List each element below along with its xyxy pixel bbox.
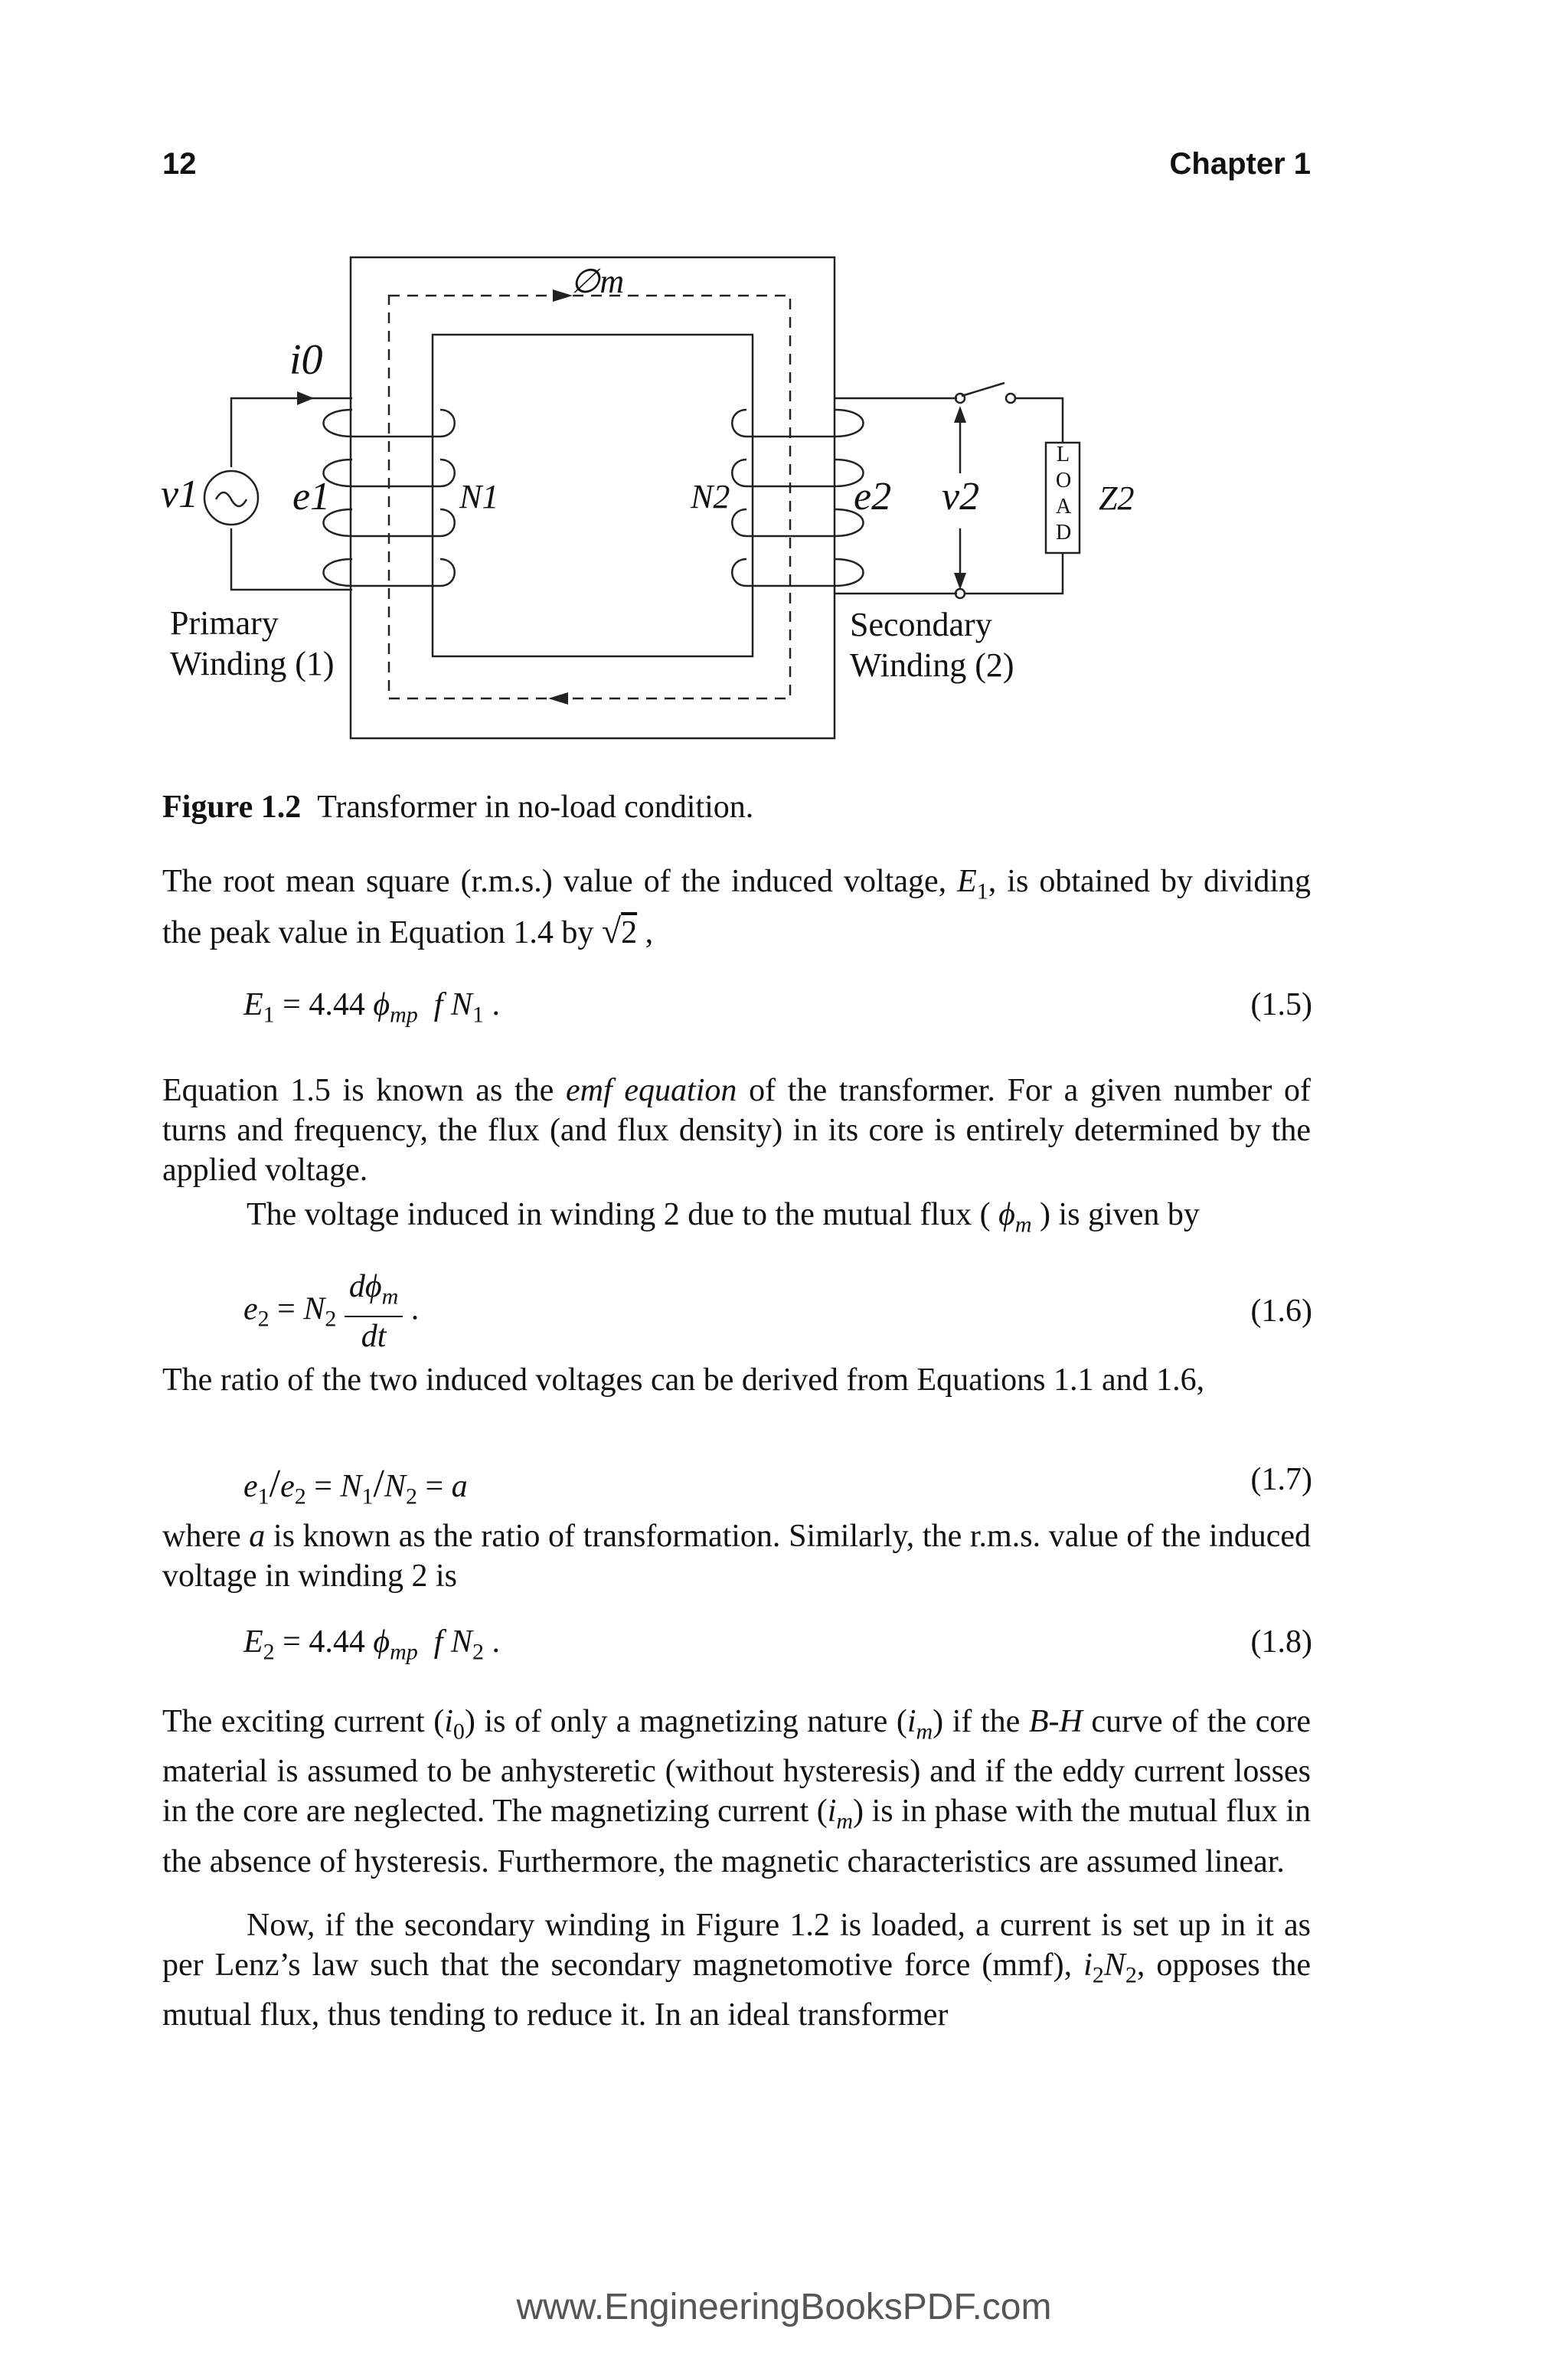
equation-1-7: $e_1/e_2 = N_1/N_2 = a$ bbox=[243, 1462, 468, 1509]
primary-lead-top bbox=[231, 398, 352, 467]
flux-path bbox=[389, 296, 790, 698]
paragraph-loaded: Now, if the secondary winding in Figure 1.2 is loaded, a current is set up in it as per Lenz’s law such that the secondary magnetomotive force (mmf), $i_2N_2$, opposes the mutual flux, thus tending to reduce it. In an ideal transformer bbox=[162, 1908, 1311, 2033]
load-letter: O bbox=[1056, 469, 1072, 492]
paragraph-mutual-flux: The voltage induced in winding 2 due to the mutual flux ( $\phi_m$ ) is given by bbox=[247, 1197, 1200, 1238]
primary-lead-bottom bbox=[231, 528, 352, 590]
N1-label: N1 bbox=[459, 478, 499, 515]
figure-caption bbox=[162, 789, 753, 826]
transformer-diagram bbox=[153, 253, 1187, 758]
current-label: i0 bbox=[289, 336, 323, 384]
paragraph-exciting-current: The exciting current $(i_0)$ is of only a magnetizing nature $(i_m)$ if the B-H curve of the core material is assumed to be anhysteretic (without hysteresis) and if the eddy current losses in the core are neglected. The magnetizing current $(i_m)$ is in phase with the mutual flux in the absence of hysteresis. Furthermore, the magnetic characteristics are assumed linear. bbox=[162, 1704, 1312, 1879]
equation-1-5: $E_1 = 4.44$ $\phi_{mp}$ f $N_1$ . bbox=[243, 987, 500, 1028]
secondary-label-line1: Secondary bbox=[850, 606, 992, 643]
load-letter: D bbox=[1056, 521, 1072, 545]
equation-number: (1.8) bbox=[1250, 1624, 1312, 1660]
equation-1-6: $e_2 = N_2$ $\frac{d\phi_m}{dt}$ . bbox=[243, 1269, 420, 1355]
paragraph-transformation: where a is known as the ratio of transformation. Similarly, the r.m.s. value of the induced voltage in winding 2 is bbox=[162, 1519, 1312, 1594]
equation-number: (1.5) bbox=[1250, 987, 1312, 1022]
caption-label: Figure 1.2 bbox=[162, 790, 302, 825]
N2-label: N2 bbox=[691, 478, 730, 515]
e1-label: e1 bbox=[292, 475, 331, 518]
caption-text: Transformer in no-load condition. bbox=[317, 790, 754, 825]
secondary-label-line2: Winding (2) bbox=[850, 646, 1014, 684]
switch bbox=[962, 383, 1004, 396]
Z2-label: Z2 bbox=[1099, 479, 1135, 517]
load-letter: A bbox=[1056, 495, 1072, 518]
primary-label-line1: Primary bbox=[170, 604, 279, 642]
equation-number: (1.7) bbox=[1250, 1462, 1312, 1497]
primary-label-line2: Winding (1) bbox=[170, 645, 335, 682]
flux-label: ∅m bbox=[570, 263, 625, 300]
current-arrow-icon bbox=[297, 391, 314, 405]
page-number: 12 bbox=[162, 147, 197, 181]
v2-label: v2 bbox=[942, 475, 980, 518]
load-letter: L bbox=[1057, 443, 1070, 466]
paragraph-ratio: The ratio of the two induced voltages can be derived from Equations 1.1 and 1.6, bbox=[162, 1362, 1205, 1398]
equation-number: (1.6) bbox=[1250, 1294, 1312, 1329]
equation-1-8: $E_2 = 4.44$ $\phi_{mp}$ f $N_2$ . bbox=[243, 1624, 500, 1665]
paragraph-rms: The root mean square (r.m.s.) value of the induced voltage, $E_1$, is obtained by dividing the peak value in Equation 1.4 by √2 , bbox=[162, 864, 1311, 951]
paragraph-emf: Equation 1.5 is known as the emf equation of the transformer. For a given number of turns and frequency, the flux (and flux density) in its core is entirely determined by the applied voltage. bbox=[162, 1073, 1312, 1188]
chapter-title: Chapter 1 bbox=[1169, 147, 1311, 181]
core-outer bbox=[351, 257, 835, 738]
footer-url[interactable]: www.EngineeringBooksPDF.com bbox=[516, 2287, 1052, 2327]
e2-label: e2 bbox=[854, 475, 892, 518]
v1-label: v1 bbox=[161, 473, 199, 516]
flux-arrow-bottom-icon bbox=[548, 692, 568, 705]
